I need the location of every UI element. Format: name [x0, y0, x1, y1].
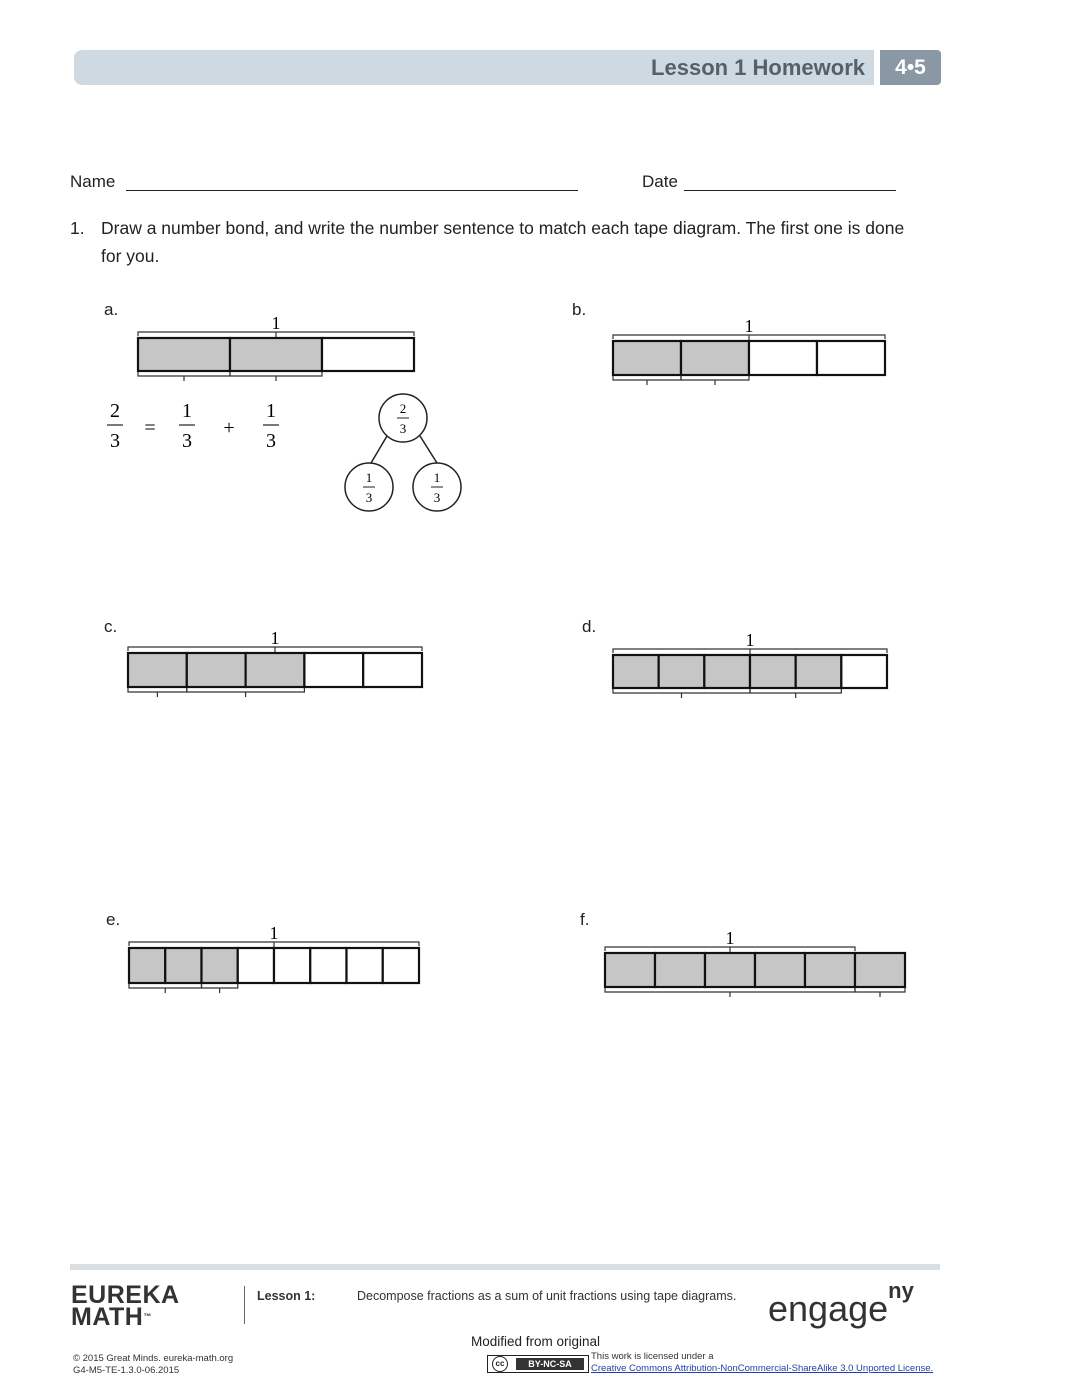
- tape-unit-c-3: [246, 653, 305, 687]
- tape-unit-d-4: [750, 655, 796, 688]
- tape-unit-f-1: [605, 953, 655, 987]
- part-brace-a-2: [230, 372, 322, 381]
- footer-separator: [244, 1286, 245, 1324]
- part-brace-e-1: [129, 984, 202, 993]
- tape-unit-f-6: [855, 953, 905, 987]
- tape-unit-e-6: [310, 948, 346, 983]
- addend2-denominator: 3: [266, 430, 276, 452]
- license-text: [591, 1351, 933, 1375]
- bond-part-right-numerator: 1: [433, 470, 441, 485]
- lhs-denominator: 3: [110, 430, 120, 452]
- tape-unit-f-2: [655, 953, 705, 987]
- tape-unit-d-6: [841, 655, 887, 688]
- tape-unit-c-2: [187, 653, 246, 687]
- part-brace-f-1: [605, 988, 855, 997]
- whole-label-a: 1: [271, 313, 281, 333]
- footer-lesson-label: Lesson 1:: [257, 1289, 316, 1303]
- whole-label-f: 1: [725, 928, 735, 948]
- lesson-title: Lesson 1 Homework: [651, 55, 865, 80]
- cc-badge-text: BY-NC-SA: [516, 1358, 584, 1370]
- tape-unit-e-7: [347, 948, 383, 983]
- bond-link-right: [420, 436, 437, 463]
- tape-unit-e-4: [238, 948, 274, 983]
- example-number-bond: [345, 394, 461, 511]
- lesson-badge: 4•5: [880, 50, 941, 85]
- cc-license-badge[interactable]: [487, 1355, 589, 1373]
- tape-unit-c-4: [304, 653, 363, 687]
- part-brace-d-1: [613, 689, 750, 698]
- logo-tm: ™: [143, 1312, 152, 1321]
- tape-unit-f-4: [755, 953, 805, 987]
- tape-unit-a-3: [322, 338, 414, 371]
- part-brace-e-2: [202, 984, 238, 993]
- question-text-line1: Draw a number bond, and write the number sentence to match each tape diagram. The first one is done: [101, 218, 905, 238]
- tape-unit-e-2: [165, 948, 201, 983]
- bond-part-right-denominator: 3: [433, 490, 441, 505]
- tape-unit-b-2: [681, 341, 749, 375]
- tape-unit-e-5: [274, 948, 310, 983]
- part-brace-b-1: [613, 376, 681, 385]
- part-brace-b-2: [681, 376, 749, 385]
- bond-link-left: [371, 436, 387, 463]
- tape-unit-b-3: [749, 341, 817, 375]
- question-number: 1.: [70, 218, 85, 238]
- part-f-letter: f.: [580, 910, 590, 929]
- part-d-letter: d.: [582, 617, 597, 636]
- cc-icon: cc: [492, 1356, 508, 1372]
- addend2-numerator: 1: [266, 400, 276, 422]
- bond-whole-denominator: 3: [399, 421, 407, 436]
- whole-label-d: 1: [745, 630, 755, 650]
- question-text-line2: for you.: [101, 246, 160, 266]
- logo-line2: MATH: [71, 1303, 144, 1331]
- tape-unit-b-1: [613, 341, 681, 375]
- footer-rule: [70, 1264, 940, 1270]
- part-brace-c-1: [128, 688, 187, 697]
- tape-unit-d-1: [613, 655, 659, 688]
- whole-label-e: 1: [269, 923, 279, 943]
- addend1-numerator: 1: [182, 400, 192, 422]
- copyright-line2: G4-M5-TE-1.3.0-06.2015: [73, 1365, 180, 1376]
- tape-unit-a-1: [138, 338, 230, 371]
- tape-unit-d-2: [659, 655, 705, 688]
- tape-unit-f-3: [705, 953, 755, 987]
- tape-unit-e-1: [129, 948, 165, 983]
- equals-sign: =: [144, 417, 156, 439]
- part-e-letter: e.: [106, 910, 121, 929]
- name-label: Name: [70, 172, 116, 191]
- tape-unit-c-5: [363, 653, 422, 687]
- tape-unit-f-5: [805, 953, 855, 987]
- engage-ny-sup: ny: [888, 1278, 914, 1303]
- tape-unit-e-8: [383, 948, 419, 983]
- tape-unit-e-3: [202, 948, 238, 983]
- eureka-math-logo: [71, 1281, 180, 1331]
- date-label: Date: [642, 172, 678, 191]
- license-line1: This work is licensed under a: [591, 1351, 714, 1362]
- tape-unit-a-2: [230, 338, 322, 371]
- engageny-logo: [768, 1278, 914, 1330]
- tape-unit-b-4: [817, 341, 885, 375]
- copyright: [73, 1353, 233, 1377]
- whole-label-b: 1: [744, 316, 754, 336]
- lhs-numerator: 2: [110, 400, 120, 422]
- engage-text: engage: [768, 1288, 889, 1329]
- license-link[interactable]: Creative Commons Attribution-NonCommercial-ShareAlike 3.0 Unported License.: [591, 1363, 934, 1374]
- part-brace-f-2: [855, 988, 905, 997]
- plus-sign: +: [223, 417, 235, 439]
- part-brace-a-1: [138, 372, 230, 381]
- part-brace-c-2: [187, 688, 305, 697]
- part-a-letter: a.: [104, 300, 119, 319]
- tape-unit-d-5: [796, 655, 842, 688]
- modified-note: Modified from original: [471, 1334, 601, 1349]
- tape-unit-d-3: [704, 655, 750, 688]
- footer-lesson-description: Decompose fractions as a sum of unit fractions using tape diagrams.: [357, 1289, 737, 1303]
- part-c-letter: c.: [104, 617, 118, 636]
- part-b-letter: b.: [572, 300, 587, 319]
- bond-part-left-numerator: 1: [365, 470, 373, 485]
- addend1-denominator: 3: [182, 430, 192, 452]
- bond-whole-numerator: 2: [399, 401, 407, 416]
- part-brace-d-2: [750, 689, 841, 698]
- logo-line1: EUREKA: [71, 1281, 180, 1309]
- whole-label-c: 1: [270, 628, 280, 648]
- tape-unit-c-1: [128, 653, 187, 687]
- bond-part-left-denominator: 3: [365, 490, 373, 505]
- example-number-sentence: [107, 400, 279, 452]
- copyright-line1: © 2015 Great Minds. eureka-math.org: [73, 1353, 234, 1364]
